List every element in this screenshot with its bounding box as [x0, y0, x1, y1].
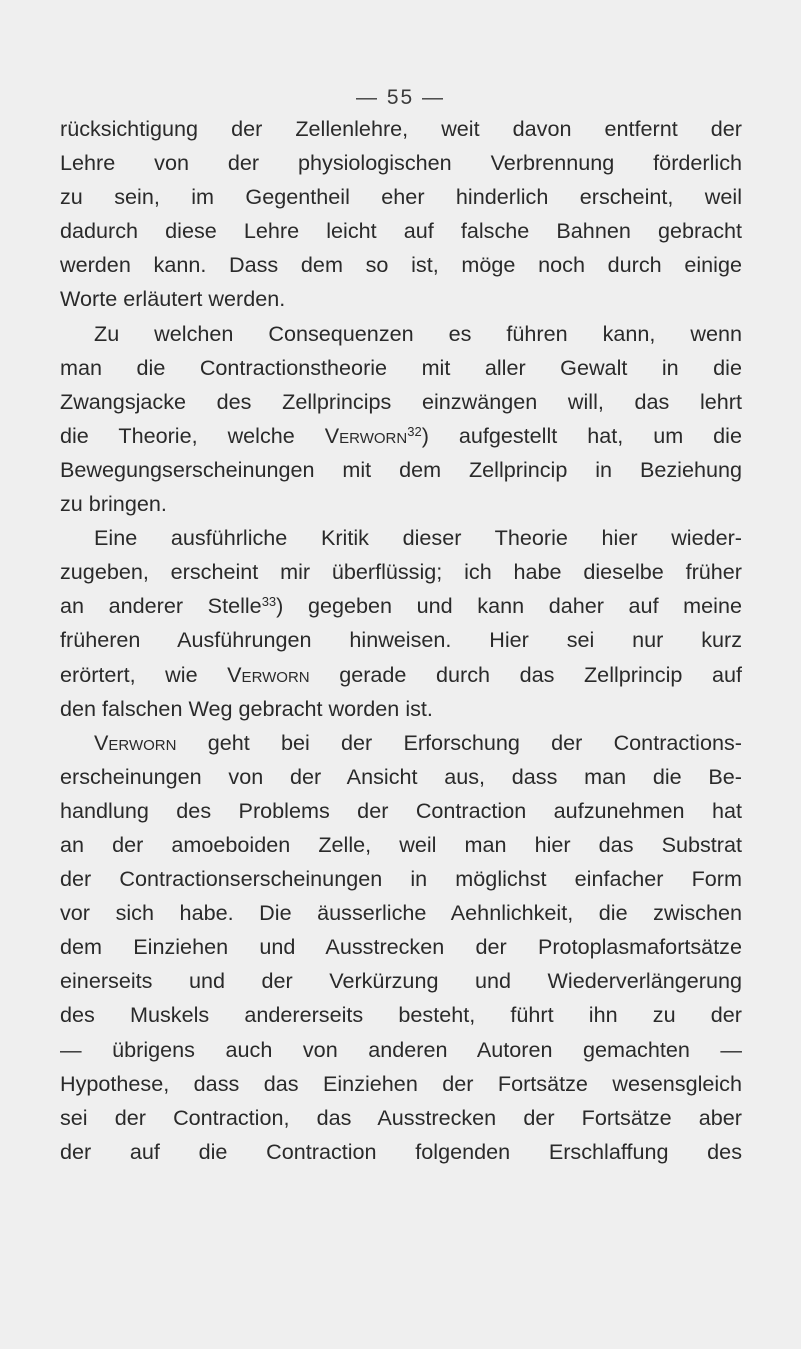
text-run: erscheinungen von der Ansicht aus, dass man die Be-: [60, 763, 742, 789]
text-line: [60, 998, 742, 1032]
text-run: werden kann. Dass dem so ist, möge noch durch einige: [60, 252, 742, 278]
text-line: [60, 317, 742, 351]
text-line: [60, 964, 742, 998]
page-number: — 55 —: [355, 86, 446, 109]
text-run: an der amoeboiden Zelle, weil man hier das Substrat: [60, 831, 742, 857]
text-line: [60, 692, 742, 726]
text-run: Zwangsjacke des Zellprincips einzwängen will, das lehrt: [60, 388, 742, 414]
text-line: [60, 1101, 742, 1135]
text-run: zugeben, erscheint mir überflüssig; ich habe dieselbe früher: [60, 559, 742, 585]
text-run: Hypothese, dass das Einziehen der Fortsätze wesensgleich: [60, 1070, 742, 1096]
footnote-reference: 33: [261, 594, 277, 610]
text-run: Eine ausführliche Kritik dieser Theorie hier wieder-: [94, 525, 742, 551]
text-run: ) gegeben und kann daher auf meine: [276, 593, 742, 619]
text-run: — übrigens auch von anderen Autoren gemachten —: [60, 1036, 742, 1062]
text-run: sei der Contraction, das Ausstrecken der Fortsätze aber: [60, 1104, 742, 1130]
text-run: erörtert, wie: [60, 661, 228, 687]
text-line: [60, 828, 742, 862]
text-run: des Muskels andererseits besteht, führt ihn zu der: [60, 1002, 742, 1028]
text-run: ) aufgestellt hat, um die: [421, 422, 742, 448]
text-line: [60, 487, 742, 521]
text-run: gerade durch das Zellprincip auf: [309, 661, 742, 687]
text-run: Bewegungserscheinungen mit dem Zellprincip in Beziehung: [60, 456, 742, 482]
text-line: [60, 623, 742, 657]
text-line: [60, 385, 742, 419]
text-line: [60, 112, 742, 146]
text-line: [60, 555, 742, 589]
text-line: [60, 1135, 742, 1169]
text-run: die Theorie, welche: [60, 422, 325, 448]
text-line: [60, 521, 742, 555]
text-run: dadurch diese Lehre leicht auf falsche Bahnen gebracht: [60, 218, 742, 244]
text-line: [60, 1067, 742, 1101]
author-name: Verworn: [324, 422, 408, 448]
text-run: Zu welchen Consequenzen es führen kann, wenn: [94, 320, 742, 346]
text-line: [60, 896, 742, 930]
text-run: der auf die Contraction folgenden Erschlaffung des: [60, 1138, 742, 1164]
text-run: dem Einziehen und Ausstrecken der Protoplasmafortsätze: [60, 934, 742, 960]
text-line: [60, 589, 742, 623]
text-line: [60, 760, 742, 794]
text-line: [60, 726, 742, 760]
text-line: [60, 214, 742, 248]
text-run: Lehre von der physiologischen Verbrennung förderlich: [60, 150, 742, 176]
footnote-reference: 32: [407, 423, 422, 439]
text-run: einerseits und der Verkürzung und Wiederverlängerung: [60, 968, 742, 994]
text-run: vor sich habe. Die äusserliche Aehnlichkeit, die zwischen: [60, 900, 742, 926]
text-run: Worte erläutert werden.: [60, 286, 286, 312]
text-run: den falschen Weg gebracht worden ist.: [60, 695, 433, 721]
text-run: man die Contractionstheorie mit aller Gewalt in die: [60, 354, 742, 380]
text-line: [60, 1033, 742, 1067]
text-line: [60, 419, 742, 453]
author-name: Verworn: [227, 661, 310, 687]
text-run: geht bei der Erforschung der Contractions-: [176, 729, 742, 755]
text-run: zu sein, im Gegentheil eher hinderlich erscheint, weil: [60, 184, 742, 210]
text-line: [60, 658, 742, 692]
text-line: [60, 248, 742, 282]
text-run: früheren Ausführungen hinweisen. Hier sei nur kurz: [60, 627, 742, 653]
text-run: der Contractionserscheinungen in möglichst einfacher Form: [60, 866, 742, 892]
text-line: [60, 282, 742, 316]
text-run: zu bringen.: [60, 491, 167, 517]
text-line: [60, 146, 742, 180]
text-line: [60, 930, 742, 964]
text-line: [60, 862, 742, 896]
author-name: Verworn: [94, 729, 177, 755]
text-line: [60, 180, 742, 214]
body-text: [60, 112, 742, 1169]
text-run: rücksichtigung der Zellenlehre, weit davon entfernt der: [60, 116, 742, 141]
text-run: handlung des Problems der Contraction aufzunehmen hat: [60, 797, 742, 823]
text-line: [60, 453, 742, 487]
text-run: an anderer Stelle: [60, 593, 262, 619]
text-line: [60, 794, 742, 828]
text-line: [60, 351, 742, 385]
